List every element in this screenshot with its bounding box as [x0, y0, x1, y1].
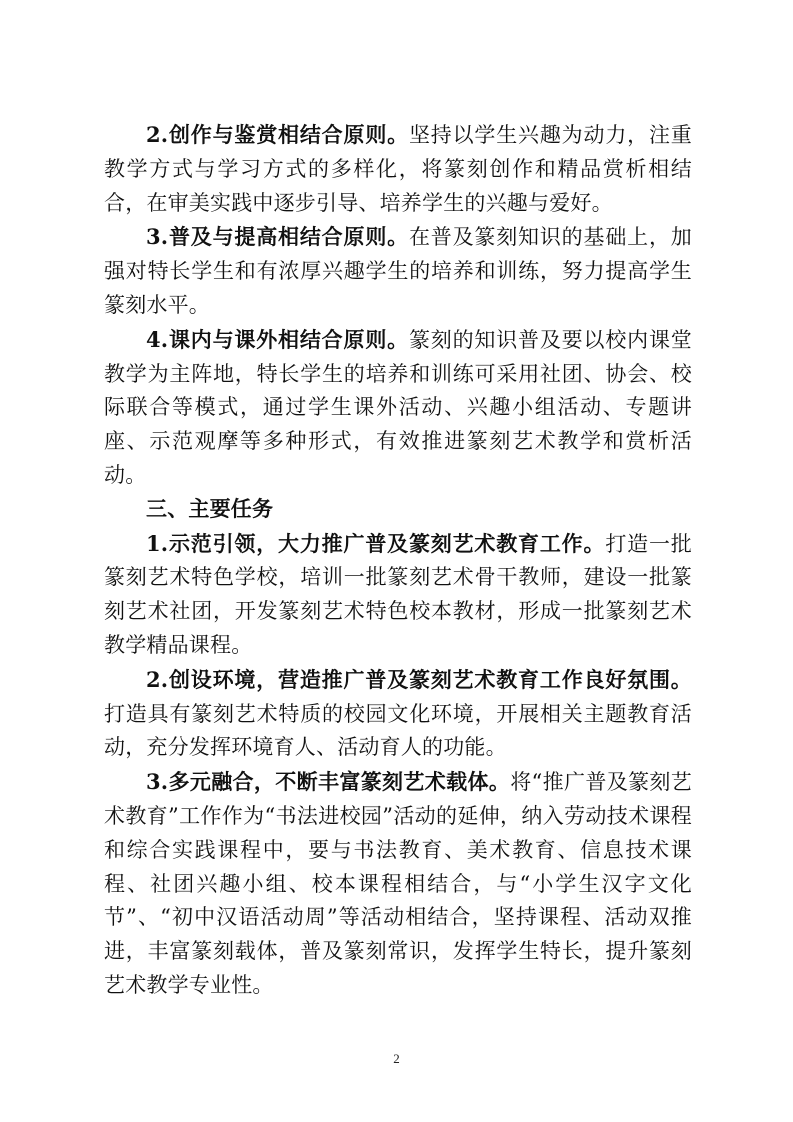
task-paragraph-1: [104, 527, 692, 663]
task-body-2: 打造具有篆刻艺术特质的校园文化环境，开展相关主题教育活动，充分发挥环境育人、活动育人的功能。: [104, 701, 692, 760]
task-paragraph-3: [104, 765, 692, 1003]
principle-title-4: 4.课内与课外相结合原则。: [146, 326, 409, 352]
task-title-2: 2.创设环境，营造推广普及篆刻艺术教育工作良好氛围。: [146, 666, 692, 692]
principle-title-3: 3.普及与提高相结合原则。: [146, 224, 409, 250]
principle-paragraph-2: [104, 118, 692, 220]
task-title-3: 3.多元融合，不断丰富篆刻艺术载体。: [146, 769, 511, 795]
task-body-3: 将“推广普及篆刻艺术教育”工作作为“书法进校园”活动的延伸，纳入劳动技术课程和综合实践课程中，要与书法教育、美术教育、信息技术课程、社团兴趣小组、校本课程相结合，与“小学生汉字文化节”、“初中汉语活动周”等活动相结合，坚持课程、活动双推进，丰富篆刻载体，普及篆刻常识，发挥学生特长，提升篆刻艺术教学专业性。: [104, 770, 692, 997]
principle-paragraph-3: [104, 220, 692, 322]
section-heading: 三、主要任务: [146, 496, 274, 521]
principle-paragraph-4: [104, 323, 692, 493]
task-body-1: 打造一批篆刻艺术特色学校，培训一批篆刻艺术骨干教师，建设一批篆刻艺术社团，开发篆刻艺术特色校本教材，形成一批篆刻艺术教学精品课程。: [104, 531, 692, 657]
document-page: [104, 118, 692, 1003]
page-number: 2: [393, 1051, 400, 1066]
principle-title-2: 2.创作与鉴赏相结合原则。: [146, 122, 409, 147]
principle-body-2: 坚持以学生兴趣为动力，注重教学方式与学习方式的多样化，将篆刻创作和精品赏析相结合，在审美实践中逐步引导、培养学生的兴趣与爱好。: [104, 123, 692, 215]
task-paragraph-2: [104, 663, 692, 765]
task-title-1: 1.示范引领，大力推广普及篆刻艺术教育工作。: [146, 530, 606, 556]
principle-body-4: 篆刻的知识普及要以校内课堂教学为主阵地，特长学生的培养和训练可采用社团、协会、校际联合等模式，通过学生课外活动、兴趣小组活动、专题讲座、示范观摩等多种形式，有效推进篆刻艺术教学和赏析活动。: [104, 327, 692, 487]
principle-body-3: 在普及篆刻知识的基础上，加强对特长学生和有浓厚兴趣学生的培养和训练，努力提高学生篆刻水平。: [104, 225, 692, 317]
